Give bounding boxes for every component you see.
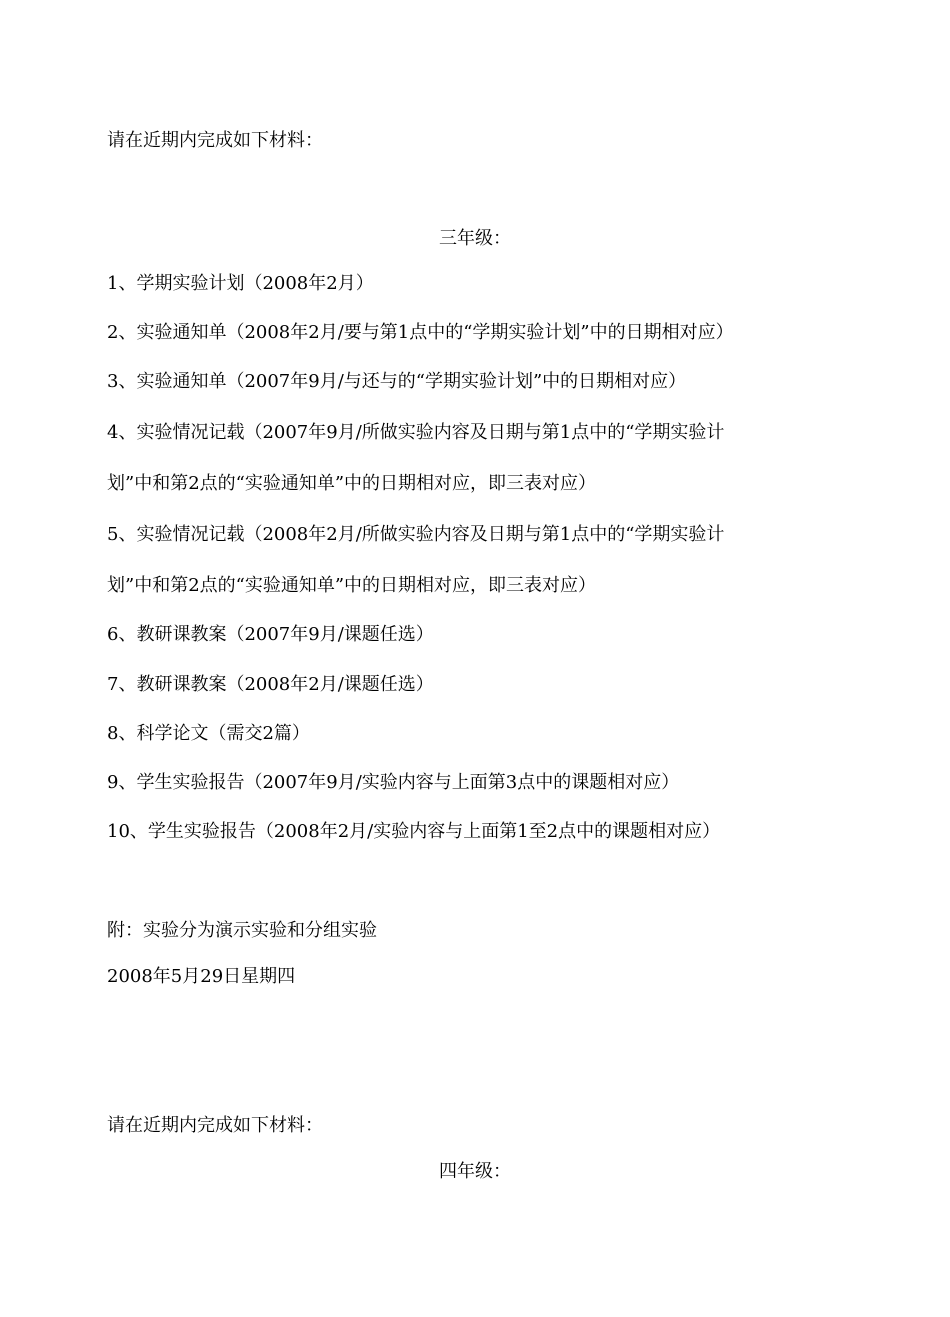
- list-item: 3、实验通知单（2007年9月/与还与的“学期实验计划”中的日期相对应）: [107, 371, 687, 392]
- section1-date: 2008年5月29日星期四: [107, 966, 296, 987]
- list-item: 5、实验情况记载（2008年2月/所做实验内容及日期与第1点中的“学期实验计: [107, 524, 725, 545]
- list-item: 8、科学论文（需交2篇）: [107, 723, 310, 744]
- list-item: 1、学期实验计划（2008年2月）: [107, 273, 374, 294]
- list-item: 2、实验通知单（2008年2月/要与第1点中的“学期实验计划”中的日期相对应）: [107, 322, 734, 343]
- list-item: 7、教研课教案（2008年2月/课题任选）: [107, 674, 434, 695]
- list-item: 4、实验情况记载（2007年9月/所做实验内容及日期与第1点中的“学期实验计: [107, 422, 725, 443]
- list-item: 9、学生实验报告（2007年9月/实验内容与上面第3点中的课题相对应）: [107, 772, 680, 793]
- list-item: 6、教研课教案（2007年9月/课题任选）: [107, 624, 434, 645]
- section1-heading: 三年级：: [439, 228, 511, 249]
- list-item-continuation: 划”中和第2点的“实验通知单”中的日期相对应，即三表对应）: [107, 473, 597, 494]
- list-item: 10、学生实验报告（2008年2月/实验内容与上面第1至2点中的课题相对应）: [107, 821, 721, 842]
- list-item-continuation: 划”中和第2点的“实验通知单”中的日期相对应，即三表对应）: [107, 575, 597, 596]
- section2-intro: 请在近期内完成如下材料：: [107, 1115, 323, 1136]
- section2-heading: 四年级：: [439, 1161, 511, 1182]
- section1-note: 附：实验分为演示实验和分组实验: [107, 920, 377, 941]
- section1-intro: 请在近期内完成如下材料：: [107, 130, 323, 151]
